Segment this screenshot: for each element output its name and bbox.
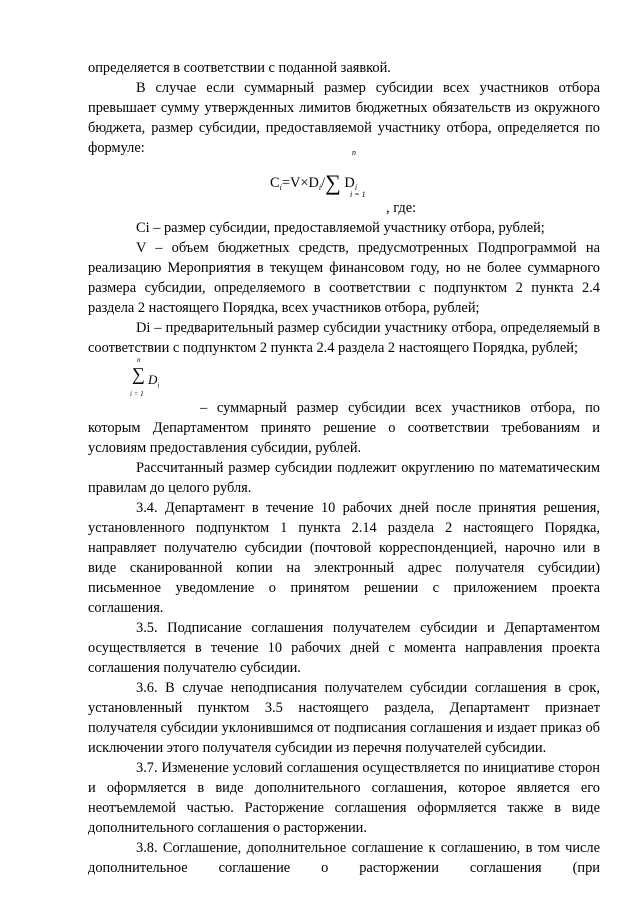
definition-ci: Ci – размер субсидии, предоставляемой участнику отбора, рублей; (136, 220, 545, 236)
sum-lower-limit: i = 1 (130, 390, 144, 398)
formula-c: C (270, 175, 280, 191)
formula-sigma: ∑ (325, 170, 341, 195)
formula-expression (270, 167, 357, 193)
definition-di: Di – предварительный размер субсидии участнику отбора, определяемый в соответствии с подпунктом 2 пункта 2.4 раздела 2 настоящего Порядка, рублей; (88, 320, 600, 356)
paragraph-1: определяется в соответствии с поданной заявкой. (88, 60, 391, 76)
subsidy-formula (270, 150, 410, 202)
formula-slash: / (321, 175, 326, 191)
text-block-bottom (88, 398, 600, 878)
paragraph-3-7: 3.7. Изменение условий соглашения осуществляется по инициативе сторон и оформляется в виде дополнительного соглашения, которое является его неотъемлемой частью. Расторжение соглашения оформляется также в виде дополнительного соглашения о расторжении. (88, 760, 600, 836)
paragraph-3-6: 3.6. В случае неподписания получателем субсидии соглашения в срок, установленный пунктом 3.5 настоящего раздела, Департамент признает получателя субсидии уклонившимся от подписания соглашения и издает приказ об исключении этого получателя субсидии из перечня получателей субсидии. (88, 680, 600, 756)
sum-d-sub: i (157, 381, 160, 390)
formula-d-sub: i (318, 183, 322, 192)
sum-sigma: ∑ (132, 364, 145, 384)
formula-d2-sub: i (354, 183, 358, 192)
formula-lower-limit: i = 1 (350, 190, 366, 199)
formula-eq: =V×D (281, 175, 319, 191)
paragraph-3-4: 3.4. Департамент в течение 10 рабочих дней после принятия решения, установленного подпунктом 1 пункта 2.14 раздела 2 настоящего Порядка, направляет получателю субсидии (почтовой корреспонденцией, нарочно или в виде сканированной копии на электронный адрес получателя субсидии) письменное уведомление о принятом решении с приложением проекта соглашения. (88, 500, 600, 616)
text-block-definitions (88, 218, 600, 358)
formula-c-sub: i (279, 183, 282, 192)
paragraph-2: В случае если суммарный размер субсидии всех участников отбора превышает сумму утвержденных лимитов бюджетных обязательств из окружного бюджета, размер субсидии, предоставляемой участнику отбора, определяется по формуле: (88, 80, 600, 156)
text-block-top (88, 58, 600, 158)
formula-upper-limit: n (352, 148, 356, 157)
formula-d2: D (344, 175, 355, 191)
sum-formula (128, 358, 168, 402)
definition-v: V – объем бюджетных средств, предусмотренных Подпрограммой на реализацию Мероприятия в текущем финансовом году, но не более суммарного размера субсидии, определяемого в соответствии с подпунктом 2 пункта 2.4 раздела 2 настоящего Порядка, всех участников отбора, рублей; (88, 240, 600, 316)
formula-where: , где: (386, 200, 417, 216)
definition-sum: – суммарный размер субсидии всех участников отбора, по которым Департаментом принято решение о соответствии требованиям и условиям предоставления субсидии, рублей. (88, 400, 600, 456)
paragraph-3-5: 3.5. Подписание соглашения получателем субсидии и Департаментом осуществляется в течение 10 рабочих дней с момента направления проекта соглашения получателю субсидии. (88, 620, 600, 676)
paragraph-3-8: 3.8. Соглашение, дополнительное соглашение к соглашению, в том числе дополнительное соглашение о расторжении соглашения (при (88, 840, 600, 876)
sum-d (148, 372, 159, 390)
paragraph-rounding: Рассчитанный размер субсидии подлежит округлению по математическим правилам до целого рубля. (88, 460, 600, 496)
sum-d-letter: D (148, 372, 158, 387)
sum-upper-limit: n (137, 356, 141, 364)
